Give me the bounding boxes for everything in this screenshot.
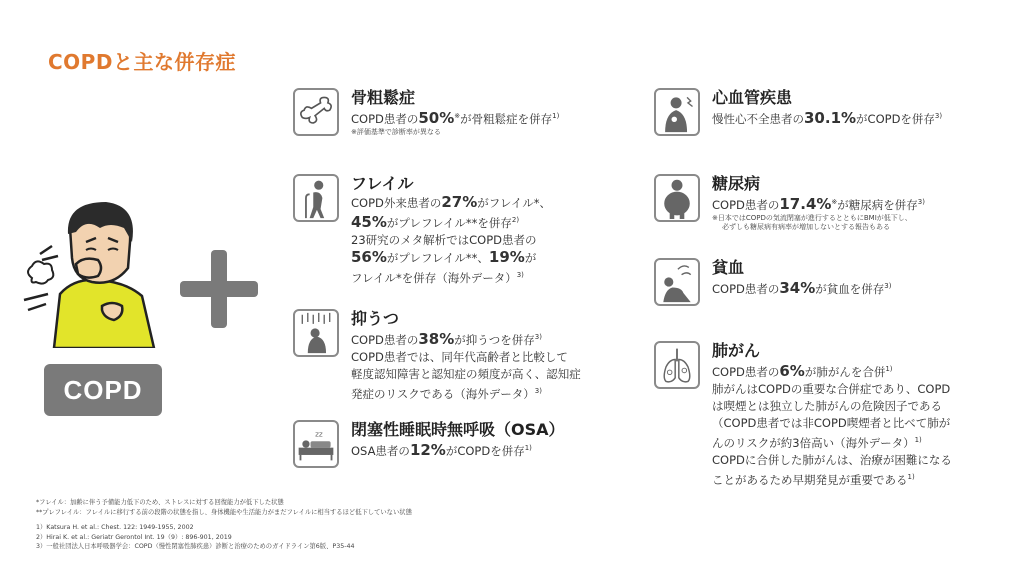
- cardiovascular-stat: 慢性心不全患者の30.1%がCOPDを併存$^{3)}$: [712, 108, 943, 127]
- lung-cancer-line-3: は喫煙とは独立した肺がんの危険因子である: [712, 398, 942, 413]
- depression-title: 抑うつ: [351, 309, 400, 328]
- footnote-frailty: *フレイル：加齢に伴う予備能力低下のため、ストレスに対する回復能力が低下した状態: [36, 499, 284, 506]
- reference-3: 3）一般社団法人日本呼吸器学会：COPD（慢性閉塞性肺疾患）診断と治療のためのガイドライン第6版、P35-44: [36, 543, 355, 550]
- reference-1: 1）Katsura H. et al.: Chest. 122: 1949-1955, 2002: [36, 524, 194, 531]
- lung-cancer-title: 肺がん: [712, 341, 761, 360]
- cardiovascular-title: 心血管疾患: [712, 88, 793, 107]
- frailty-line-4: 56%がプレフレイル**、19%が: [351, 247, 537, 266]
- bone-icon: [293, 88, 339, 136]
- diabetes-title: 糖尿病: [712, 174, 761, 193]
- osteoporosis-note: ※評価基準で診断率が異なる: [351, 127, 441, 136]
- anemia-title: 貧血: [712, 258, 745, 277]
- frailty-line-2: 45%がプレフレイル**を併存$^{2)}$: [351, 212, 520, 231]
- lung-cancer-line-6: COPDに合併した肺がんは、治療が困難になる: [712, 452, 952, 467]
- depression-line-1: COPD患者の38%が抑うつを併存$^{3)}$: [351, 329, 542, 348]
- osa-title: 閉塞性睡眠時無呼吸（OSA）: [351, 420, 565, 439]
- osteoporosis-title: 骨粗鬆症: [351, 88, 416, 107]
- lung-cancer-line-7: ことがあるため早期発見が重要である$^{1)}$: [712, 472, 915, 487]
- depression-line-4: 発症のリスクである（海外データ）$^{3)}$: [351, 386, 542, 401]
- osteoporosis-stat: COPD患者の50%※が骨粗鬆症を併存$^{1)}$: [351, 108, 560, 127]
- lung-cancer-line-5: んのリスクが約3倍高い（海外データ）$^{1)}$: [712, 435, 922, 450]
- footnote-prefrailty: **プレフレイル：フレイルに移行する前の段階の状態を指し、身体機能や生活能力がまだフレイルに相当するほど低下していない状態: [36, 508, 412, 516]
- depressed-person-icon: [293, 309, 339, 357]
- coughing-patient-illustration: [14, 198, 174, 348]
- depression-line-2: COPD患者では、同年代高齢者と比較して: [351, 349, 568, 364]
- frailty-title: フレイル: [351, 174, 414, 193]
- plus-icon: [180, 250, 258, 328]
- dizzy-person-icon: [654, 258, 700, 306]
- elderly-person-icon: [293, 174, 339, 222]
- frailty-line-3: 23研究のメタ解析ではCOPD患者の: [351, 232, 537, 247]
- lungs-icon: [654, 341, 700, 389]
- svg-text:zz: zz: [315, 429, 323, 439]
- diabetes-note-2: 必ずしも糖尿病有病率が増加しないとする報告もある: [722, 222, 890, 231]
- diabetes-note-1: ※日本ではCOPDの気流閉塞が進行するとともにBMIが低下し、: [712, 213, 912, 222]
- sleeping-bed-icon: [293, 420, 339, 468]
- frailty-line-1: COPD外来患者の27%がフレイル*、: [351, 193, 551, 211]
- copd-badge: COPD: [44, 364, 162, 416]
- lung-cancer-line-2: 肺がんはCOPDの重要な合併症であり、COPD: [712, 381, 951, 396]
- chest-pain-icon: [654, 88, 700, 136]
- obese-person-icon: [654, 174, 700, 222]
- page-title: COPDと主な併存症: [48, 50, 236, 74]
- diabetes-stat: COPD患者の17.4%※が糖尿病を併存$^{3)}$: [712, 194, 925, 213]
- anemia-stat: COPD患者の34%が貧血を併存$^{3)}$: [712, 278, 892, 297]
- lung-cancer-line-1: COPD患者の6%が肺がんを合併$^{1)}$: [712, 361, 893, 380]
- footnotes: [36, 498, 412, 552]
- osa-stat: OSA患者の12%がCOPDを併存$^{1)}$: [351, 440, 532, 459]
- lung-cancer-line-4: （COPD患者では非COPD喫煙者と比べて肺が: [712, 415, 951, 430]
- reference-2: 2）Hirai K. et al.: Geriatr Gerontol Int. 19（9）: 896-901, 2019: [36, 533, 232, 541]
- depression-line-3: 軽度認知障害と認知症の頻度が高く、認知症: [351, 366, 581, 381]
- frailty-line-5: フレイル*を併存（海外データ）$^{3)}$: [351, 270, 524, 285]
